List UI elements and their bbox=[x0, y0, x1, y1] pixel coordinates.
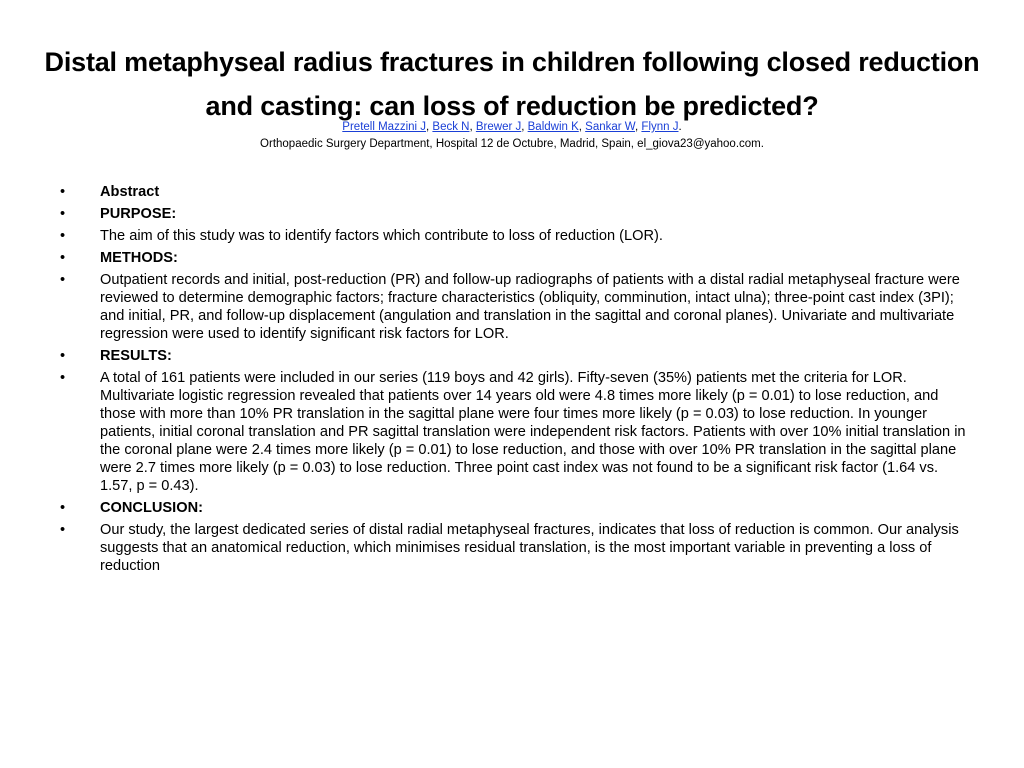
section-heading: CONCLUSION: bbox=[100, 500, 203, 516]
bullet-icon: • bbox=[60, 184, 66, 200]
section-heading-item bbox=[60, 249, 970, 267]
paragraph-item bbox=[60, 227, 970, 245]
section-heading: RESULTS: bbox=[100, 348, 172, 364]
section-heading-item bbox=[60, 183, 970, 201]
author-link[interactable]: Flynn J bbox=[641, 121, 679, 133]
section-heading-item bbox=[60, 205, 970, 223]
bullet-icon: • bbox=[60, 370, 66, 386]
section-heading: METHODS: bbox=[100, 250, 178, 266]
section-heading-item bbox=[60, 499, 970, 517]
author-separator: . bbox=[678, 121, 682, 133]
author-separator: , bbox=[578, 121, 586, 133]
bullet-icon: • bbox=[60, 522, 66, 538]
bullet-icon: • bbox=[60, 228, 66, 244]
author-link[interactable]: Brewer J bbox=[475, 121, 522, 133]
author-link[interactable]: Pretell Mazzini J bbox=[342, 121, 427, 133]
bullet-icon: • bbox=[60, 272, 66, 288]
author-separator: , bbox=[635, 121, 642, 133]
author-link[interactable]: Sankar W bbox=[585, 121, 636, 133]
author-separator: , bbox=[426, 121, 433, 133]
abstract-bullet-list bbox=[60, 183, 970, 579]
author-list bbox=[40, 119, 984, 135]
paragraph-text: A total of 161 patients were included in our series (119 boys and 42 girls). Fifty-seven (35%) patients met the criteria for LOR. Multivariate logistic regression revealed that patients over 14 years old were 4.8 times more likely (p = 0.01) to lose reduction, and those with more than 10% PR translation in the sagittal plane were four times more likely (p = 0.03) to lose reduction. In younger patients, initial coronal translation and PR sagittal translation were independent risk factors. Patients with over 10% initial translation in the coronal plane were 2.4 times more likely (p = 0.01) to lose reduction, and those with over 10% PR translation in the sagittal plane were 2.7 times more likely (p = 0.03) to lose reduction. Three point cast index was not found to be a significant risk factor (1.64 vs. 1.57, p = 0.43). bbox=[100, 370, 966, 494]
bullet-icon: • bbox=[60, 250, 66, 266]
bullet-icon: • bbox=[60, 206, 66, 222]
paragraph-text: The aim of this study was to identify factors which contribute to loss of reduction (LOR). bbox=[100, 228, 663, 244]
author-separator: , bbox=[521, 121, 528, 133]
author-link[interactable]: Baldwin K bbox=[527, 121, 579, 133]
paragraph-text: Outpatient records and initial, post-reduction (PR) and follow-up radiographs of patients with a distal radial metaphyseal fracture were reviewed to determine demographic factors; fracture characteristics (obliquity, comminution, intact ulna); three-point cast index (3PI); and initial, PR, and follow-up displacement (angulation and translation in the sagittal and coronal planes). Univariate and multivariate regression were used to identify significant risk factors for LOR. bbox=[100, 272, 960, 342]
section-heading: PURPOSE: bbox=[100, 206, 177, 222]
affiliation: Orthopaedic Surgery Department, Hospital 12 de Octubre, Madrid, Spain, el_giova23@yahoo.com. bbox=[260, 138, 764, 150]
bullet-icon: • bbox=[60, 500, 66, 516]
slide-title: Distal metaphyseal radius fractures in children following closed reduction and casting: can loss of reduction be predicted? bbox=[44, 47, 980, 121]
section-heading: Abstract bbox=[100, 184, 160, 200]
author-separator: , bbox=[469, 121, 476, 133]
section-heading-item bbox=[60, 347, 970, 365]
paragraph-item bbox=[60, 369, 970, 495]
author-link[interactable]: Beck N bbox=[432, 121, 470, 133]
paragraph-item bbox=[60, 521, 970, 575]
paragraph-item bbox=[60, 271, 970, 343]
paragraph-text: Our study, the largest dedicated series of distal radial metaphyseal fractures, indicates that loss of reduction is common. Our analysis suggests that an anatomical reduction, which minimises residual translation, is the most important variable in preventing a loss of reduction bbox=[100, 522, 959, 574]
bullet-icon: • bbox=[60, 348, 66, 364]
